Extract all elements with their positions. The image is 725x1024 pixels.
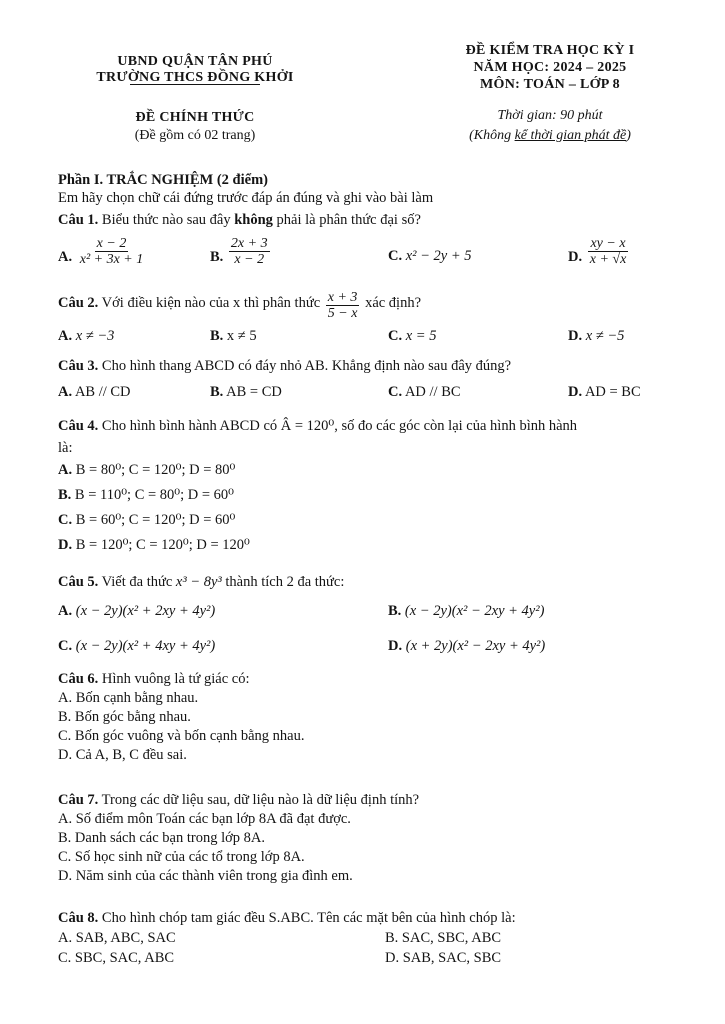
- q4-option-c: C. B = 60⁰; C = 120⁰; D = 60⁰: [58, 512, 236, 528]
- q3-options: [58, 384, 678, 406]
- q5-option-d: D. (x + 2y)(x² − 2xy + 4y²): [388, 638, 546, 654]
- exam-title: ĐỀ KIỂM TRA HỌC KỲ I: [465, 43, 635, 58]
- q1-options: [58, 236, 678, 274]
- q2-option-d: D. x ≠ −5: [568, 328, 625, 344]
- school-underline: [130, 84, 260, 85]
- q4-option-b: B. B = 110⁰; C = 80⁰; D = 60⁰: [58, 487, 234, 503]
- q6-option-a: A. Bốn cạnh bằng nhau.: [58, 690, 199, 706]
- q7-option-c: C. Số học sinh nữ của các tổ trong lớp 8A.: [58, 849, 305, 865]
- q8-option-b: B. SAC, SBC, ABC: [385, 930, 502, 946]
- school-year: NĂM HỌC: 2024 – 2025: [473, 60, 627, 75]
- q6-option-c: C. Bốn góc vuông và bốn cạnh bằng nhau.: [58, 728, 305, 744]
- q6-option-b: B. Bốn góc bằng nhau.: [58, 709, 191, 725]
- question-8: Câu 8. Cho hình chóp tam giác đều S.ABC. Tên các mặt bên của hình chóp là:: [58, 910, 516, 926]
- question-4: Câu 4. Cho hình bình hành ABCD có Â = 120⁰, số đo các góc còn lại của hình bình hành: [58, 418, 578, 434]
- q2-option-c: C. x = 5: [388, 328, 437, 344]
- question-6: Câu 6. Hình vuông là tứ giác có:: [58, 671, 250, 687]
- question-5: Câu 5. Viết đa thức x³ − 8y³ thành tích 2 đa thức:: [58, 574, 345, 590]
- q3-option-c: C. AD // BC: [388, 384, 461, 400]
- q5-option-b: B. (x − 2y)(x² − 2xy + 4y²): [388, 603, 545, 619]
- q7-option-b: B. Danh sách các bạn trong lớp 8A.: [58, 830, 265, 846]
- question-4-cont: là:: [58, 440, 73, 456]
- q3-option-b: B. AB = CD: [210, 384, 282, 400]
- q5-option-a: A. (x − 2y)(x² + 2xy + 4y²): [58, 603, 216, 619]
- official-label: ĐỀ CHÍNH THỨC: [135, 110, 255, 125]
- q2-options: [58, 328, 678, 350]
- q1-option-d: D. $\frac{xy - x}{x + √x}$: [568, 236, 627, 267]
- q5-option-c: C. (x − 2y)(x² + 4xy + 4y²): [58, 638, 216, 654]
- q2-option-b: B. x ≠ 5: [210, 328, 257, 344]
- q7-option-a: A. Số điểm môn Toán các bạn lớp 8A đã đạt được.: [58, 811, 351, 827]
- district-name: UBND QUẬN TÂN PHÚ: [117, 54, 273, 69]
- q8-option-a: A. SAB, ABC, SAC: [58, 930, 176, 946]
- q1-option-a: A. $\frac{x - 2}{\text{x² + 3x + 1}}$: [58, 236, 144, 267]
- time-limit: Thời gian: 90 phút: [497, 108, 603, 123]
- question-3: Câu 3. Cho hình thang ABCD có đáy nhỏ AB. Khẳng định nào sau đây đúng?: [58, 358, 512, 374]
- q2-option-a: A. x ≠ −3: [58, 328, 115, 344]
- page-count-note: (Đề gồm có 02 trang): [134, 128, 256, 143]
- part-instruction: Em hãy chọn chữ cái đứng trước đáp án đúng và ghi vào bài làm: [58, 190, 434, 206]
- time-note: (Không kể thời gian phát đề): [469, 128, 631, 143]
- q4-option-d: D. B = 120⁰; C = 120⁰; D = 120⁰: [58, 537, 250, 553]
- q3-option-a: A. AB // CD: [58, 384, 131, 400]
- q7-option-d: D. Năm sinh của các thành viên trong gia đình em.: [58, 868, 353, 884]
- q8-option-c: C. SBC, SAC, ABC: [58, 950, 175, 966]
- question-2: Câu 2. Với điều kiện nào của x thì phân thức $\frac{x + 3}{5 - x}$ xác định?: [58, 290, 422, 321]
- q4-option-a: A. B = 80⁰; C = 120⁰; D = 80⁰: [58, 462, 236, 478]
- school-name: TRƯỜNG THCS ĐỒNG KHỞI: [96, 70, 294, 85]
- subject: MÔN: TOÁN – LỚP 8: [480, 77, 620, 92]
- question-1: Câu 1. Biểu thức nào sau đây không phải là phân thức đại số?: [58, 212, 421, 228]
- question-7: Câu 7. Trong các dữ liệu sau, dữ liệu nào là dữ liệu định tính?: [58, 792, 420, 808]
- q1-option-b: B. $\frac{2x + 3}{x - 2}$: [210, 236, 268, 267]
- q1-option-c: C. x² − 2y + 5: [388, 248, 472, 264]
- q3-option-d: D. AD = BC: [568, 384, 641, 400]
- q8-option-d: D. SAB, SAC, SBC: [385, 950, 502, 966]
- part-title: Phần I. TRẮC NGHIỆM (2 điểm): [58, 172, 268, 188]
- q6-option-d: D. Cả A, B, C đều sai.: [58, 747, 187, 763]
